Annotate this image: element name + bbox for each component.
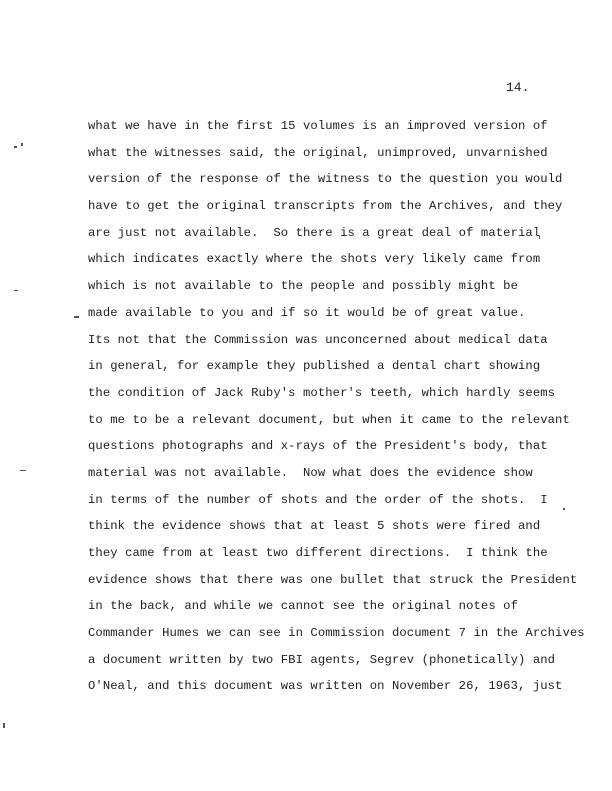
- text-line: they came from at least two different directions. I think the: [88, 546, 548, 560]
- text-line: the condition of Jack Ruby's mother's teeth, which hardly seems: [88, 385, 556, 400]
- text-line: to me to be a relevant document, but when it came to the relevant: [88, 412, 570, 427]
- text-line: which indicates exactly where the shots very likely came from: [88, 252, 541, 267]
- margin-mark: [3, 723, 5, 728]
- margin-mark: [20, 470, 26, 471]
- margin-mark: [21, 143, 23, 146]
- text-line: in terms of the number of shots and the order of the shots. I: [88, 492, 548, 507]
- page-number: 14.: [506, 80, 530, 95]
- margin-mark: [74, 316, 79, 318]
- text-line: Its not that the Commission was unconcerned about medical data: [88, 332, 548, 347]
- text-line: questions photographs and x-rays of the President's body, that: [88, 439, 548, 454]
- text-line: are just not available. So there is a great deal of material: [88, 225, 541, 240]
- text-line: evidence shows that there was one bullet that struck the President: [88, 572, 578, 587]
- text-line: a document written by two FBI agents, Segrev (phonetically) and: [88, 652, 556, 667]
- margin-mark: [14, 146, 17, 148]
- text-line: in general, for example they published a dental chart showing: [88, 359, 541, 374]
- typed-body-text: [88, 113, 585, 700]
- text-line: O'Neal, and this document was written on November 26, 1963, just: [88, 679, 563, 694]
- margin-mark: [14, 290, 18, 291]
- text-line: Commander Humes we can see in Commission document 7 in the Archives: [88, 626, 585, 641]
- text-line: think the evidence shows that at least 5 shots were fired and: [88, 519, 541, 534]
- text-line: what the witnesses said, the original, unimproved, unvarnished: [88, 145, 548, 160]
- text-line: material was not available. Now what does the evidence show: [88, 465, 533, 480]
- text-line: have to get the original transcripts from the Archives, and they: [88, 199, 563, 214]
- text-line: which is not available to the people and possibly might be: [88, 279, 518, 294]
- text-line: made available to you and if so it would be of great value.: [88, 305, 526, 320]
- text-line: in the back, and while we cannot see the original notes of: [88, 599, 518, 614]
- text-line: version of the response of the witness to the question you would: [88, 172, 563, 187]
- text-line: what we have in the first 15 volumes is an improved version of: [88, 119, 548, 133]
